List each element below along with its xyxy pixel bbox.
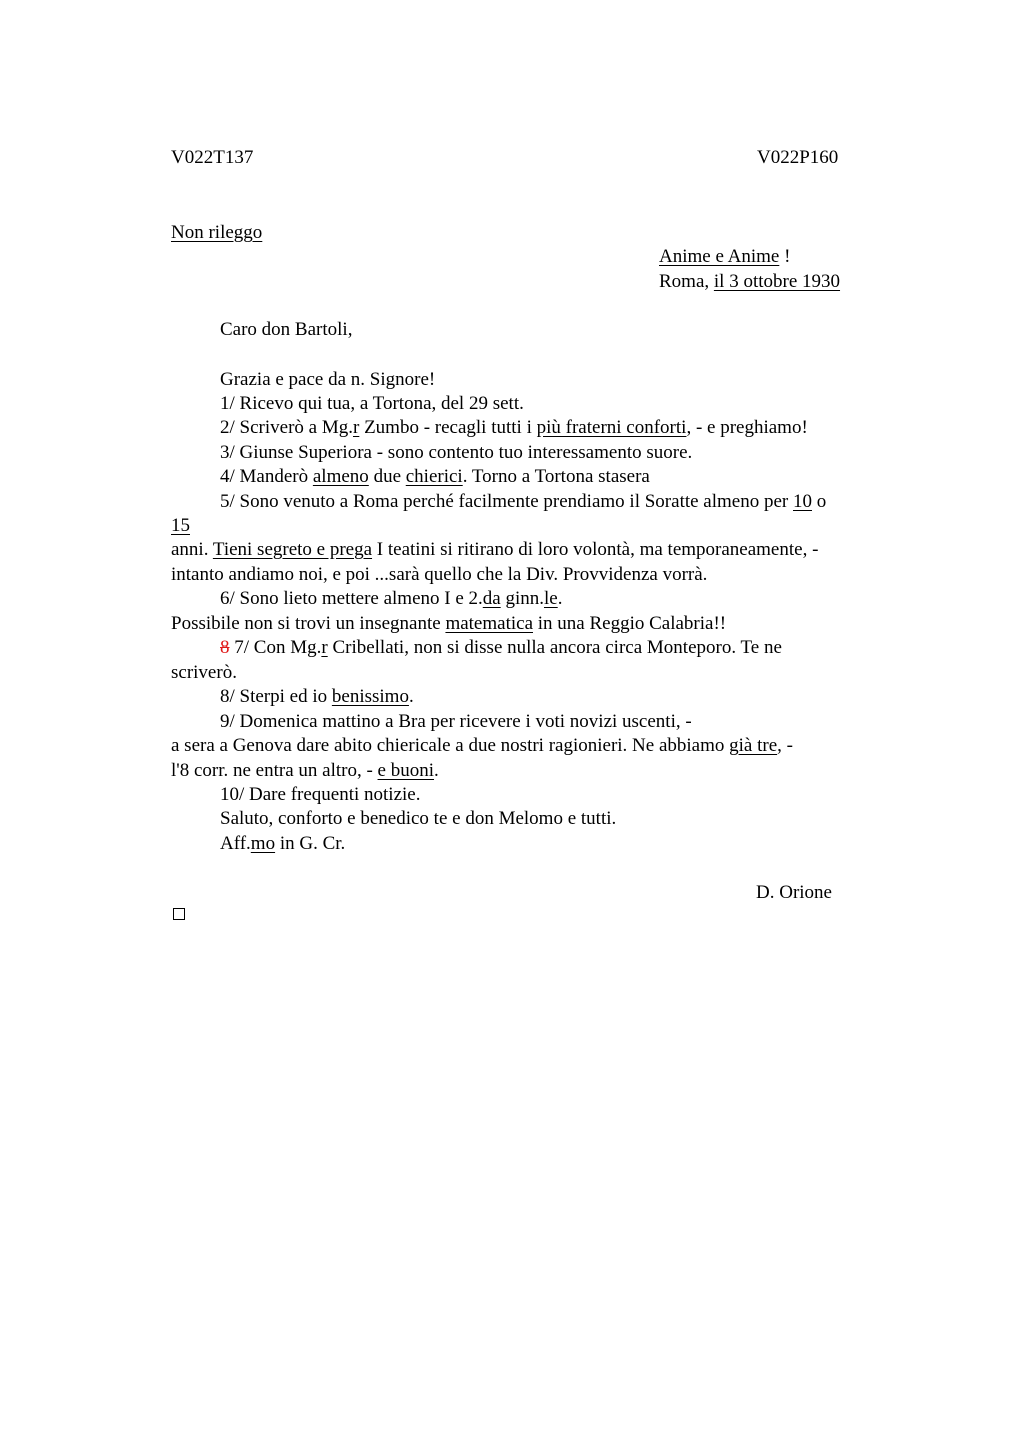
item-2-text: 2/ Scriverò a Mg. [220, 417, 353, 438]
item-7-text: 7/ Con Mg. [229, 637, 322, 658]
item-2-underlined: più fraterni conforti [536, 417, 687, 438]
item-9-line-2 [171, 734, 793, 758]
item-8 [220, 685, 414, 709]
item-10: 10/ Dare frequenti notizie. [220, 784, 421, 805]
item-6-line-2 [171, 612, 726, 636]
document-code-right: V022P160 [757, 147, 839, 168]
signature: D. Orione [756, 882, 832, 903]
item-7-text: Cribellati, non si disse nulla ancora circa Monteporo. Te ne [327, 637, 782, 658]
item-6-text: in una Reggio Calabria!! [533, 613, 727, 634]
item-9-text: . [434, 760, 439, 781]
item-9-underlined: e buoni [377, 760, 435, 781]
item-4-text: 4/ Manderò [220, 466, 313, 487]
greeting: Grazia e pace da n. Signore! [220, 369, 436, 390]
affmo-underlined: mo [250, 833, 276, 854]
closing-line: Saluto, conforto e benedico te e don Melomo e tutti. [220, 808, 617, 829]
motto-suffix: ! [779, 246, 791, 267]
place-date-line [659, 270, 840, 294]
item-4-text: due [368, 466, 406, 487]
item-1: 1/ Ricevo qui tua, a Tortona, del 29 sett. [220, 393, 524, 414]
motto: Anime e Anime [659, 246, 780, 267]
item-4 [220, 465, 650, 489]
item-9-line-3 [171, 759, 439, 783]
item-7-struck-number: 8 [220, 637, 230, 658]
item-9-underlined: già tre [729, 735, 778, 756]
item-6-text: ginn. [500, 588, 544, 609]
item-2 [220, 416, 808, 440]
item-6-text: 6/ Sono lieto mettere almeno I e 2. [220, 588, 483, 609]
item-5-text: o [812, 491, 827, 512]
item-5-line-4: intanto andiamo noi, e poi ...sarà quello che la Div. Provvidenza vorrà. [171, 564, 708, 585]
salutation: Caro don Bartoli, [220, 319, 353, 340]
item-6-text: Possibile non si trovi un insegnante [171, 613, 446, 634]
item-2-text: , - e preghiamo! [686, 417, 808, 438]
item-9-text: a sera a Genova dare abito chiericale a due nostri ragionieri. Ne abbiamo [171, 735, 730, 756]
item-5-text: 5/ Sono venuto a Roma perché facilmente prendiamo il Soratte almeno per [220, 491, 793, 512]
item-8-text: 8/ Sterpi ed io [220, 686, 332, 707]
item-9-text: l'8 corr. ne entra un altro, - [171, 760, 378, 781]
affmo-text: in G. Cr. [275, 833, 346, 854]
place: Roma, [659, 271, 714, 292]
date: il 3 ottobre 1930 [713, 271, 841, 292]
document-code-left: V022T137 [171, 147, 254, 168]
affmo-line [220, 832, 345, 856]
item-8-text: . [408, 686, 414, 707]
item-4-text: . Torno a Tortona stasera [462, 466, 650, 487]
item-6-underlined: le [543, 588, 558, 609]
item-5-line-3 [171, 538, 818, 562]
item-4-underlined: chierici [405, 466, 463, 487]
item-3: 3/ Giunse Superiora - sono contento tuo interessamento suore. [220, 442, 693, 463]
item-6-line-1 [220, 587, 562, 611]
item-6-text: . [557, 588, 563, 609]
item-8-underlined: benissimo [331, 686, 409, 707]
affmo-text: Aff. [220, 833, 251, 854]
note-non-rileggo: Non rileggo [171, 222, 263, 243]
item-6-underlined: da [482, 588, 501, 609]
item-5-text: anni. [171, 539, 213, 560]
item-7-underlined: r [321, 637, 328, 658]
item-5-underlined: 10 [793, 491, 812, 512]
item-9-line-1: 9/ Domenica mattino a Bra per ricevere i voti novizi uscenti, - [220, 711, 692, 732]
item-6-underlined: matematica [445, 613, 533, 634]
item-5-underlined: Tieni segreto e prega [212, 539, 373, 560]
item-7-line-1 [220, 636, 782, 660]
item-5-line-1 [220, 490, 826, 514]
motto-line [659, 245, 790, 269]
item-5-text: I teatini si ritirano di loro volontà, ma temporaneamente, - [372, 539, 819, 560]
item-4-underlined: almeno [312, 466, 369, 487]
item-7-line-2: scriverò. [171, 662, 237, 683]
item-2-text: Zumbo - recagli tutti i [359, 417, 537, 438]
item-2-underlined: r [352, 417, 360, 438]
item-9-text: , - [777, 735, 793, 756]
item-5-line-2: 15 [171, 515, 190, 536]
end-marker-square [173, 908, 185, 920]
